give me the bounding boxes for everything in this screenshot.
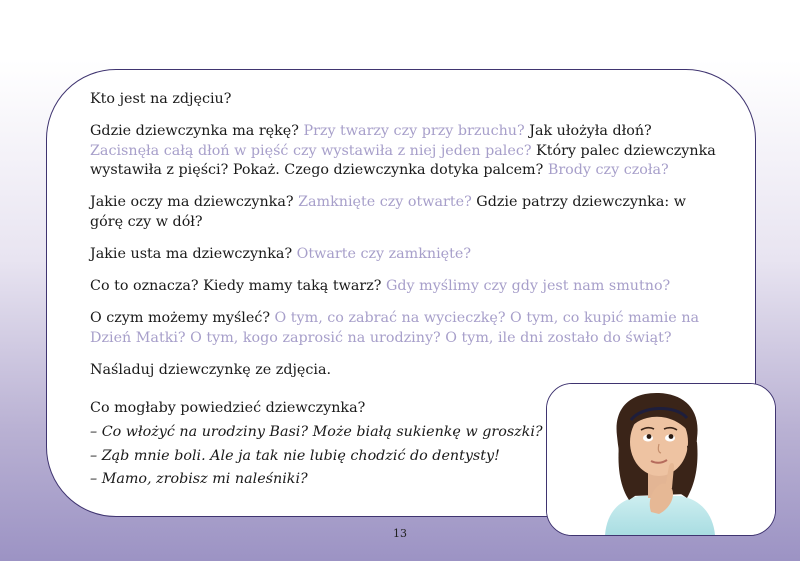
question-paragraph-2 [90, 122, 722, 181]
question-paragraph-4 [90, 245, 722, 265]
question-paragraph-5 [90, 277, 722, 297]
photo-frame [546, 383, 776, 536]
question-paragraph-3 [90, 193, 722, 232]
question-text: Jakie usta ma dziewczynka? [90, 246, 297, 263]
answer-hint: O tym, co zabrać na wycieczkę? O tym, co kupić mamie na Dzień Matki? O tym, kogo zaprosić na urodziny? O tym, ile dni zostało do świąt? [90, 310, 700, 346]
answer-hint: Zamknięte czy otwarte? [298, 194, 472, 211]
thinking-girl-photo [547, 384, 775, 535]
answer-hint: Gdy myślimy czy gdy jest nam smutno? [385, 278, 671, 295]
question-text: Gdzie dziewczynka ma rękę? [90, 123, 304, 140]
question-text: Kto jest na zdjęciu? [90, 91, 232, 107]
speech-line: – Co włożyć na urodziny Basi? Może białą sukienkę w groszki? [90, 423, 543, 440]
answer-hint: Otwarte czy zamknięte? [296, 246, 472, 263]
speech-intro: Co mogłaby powiedzieć dziewczynka? [90, 400, 366, 416]
question-text: Co to oznacza? Kiedy mamy taką twarz? [90, 278, 386, 295]
question-paragraph-6 [90, 309, 722, 348]
question-paragraph-1 [90, 90, 722, 110]
question-text: Jak ułożyła dłoń? [524, 123, 652, 140]
question-text: Gdzie patrzy dziewczynka: w górę czy w dół? [90, 194, 686, 230]
question-text: Naśladuj dziewczynkę ze zdjęcia. [90, 361, 332, 378]
answer-hint: Zacisnęła całą dłoń w pięść czy wystawiła z niej jeden palec? [90, 142, 532, 159]
speech-line: – Mamo, zrobisz mi naleśniki? [90, 471, 308, 488]
question-text: Który palec dziewczynka wystawiła z pięści? Pokaż. Czego dziewczynka dotyka palcem? [90, 142, 716, 179]
question-paragraph-7 [90, 361, 722, 381]
page-number: 13 [393, 527, 407, 540]
question-text: Jakie oczy ma dziewczynka? [90, 194, 299, 211]
question-text: O czym możemy myśleć? [90, 310, 275, 327]
speech-line: – Ząb mnie boli. Ale ja tak nie lubię chodzić do dentysty! [90, 447, 500, 464]
speech-block [90, 397, 550, 492]
answer-hint: Brody czy czoła? [547, 162, 669, 179]
answer-hint: Przy twarzy czy przy brzuchu? [303, 123, 525, 140]
questions-text [90, 90, 722, 393]
